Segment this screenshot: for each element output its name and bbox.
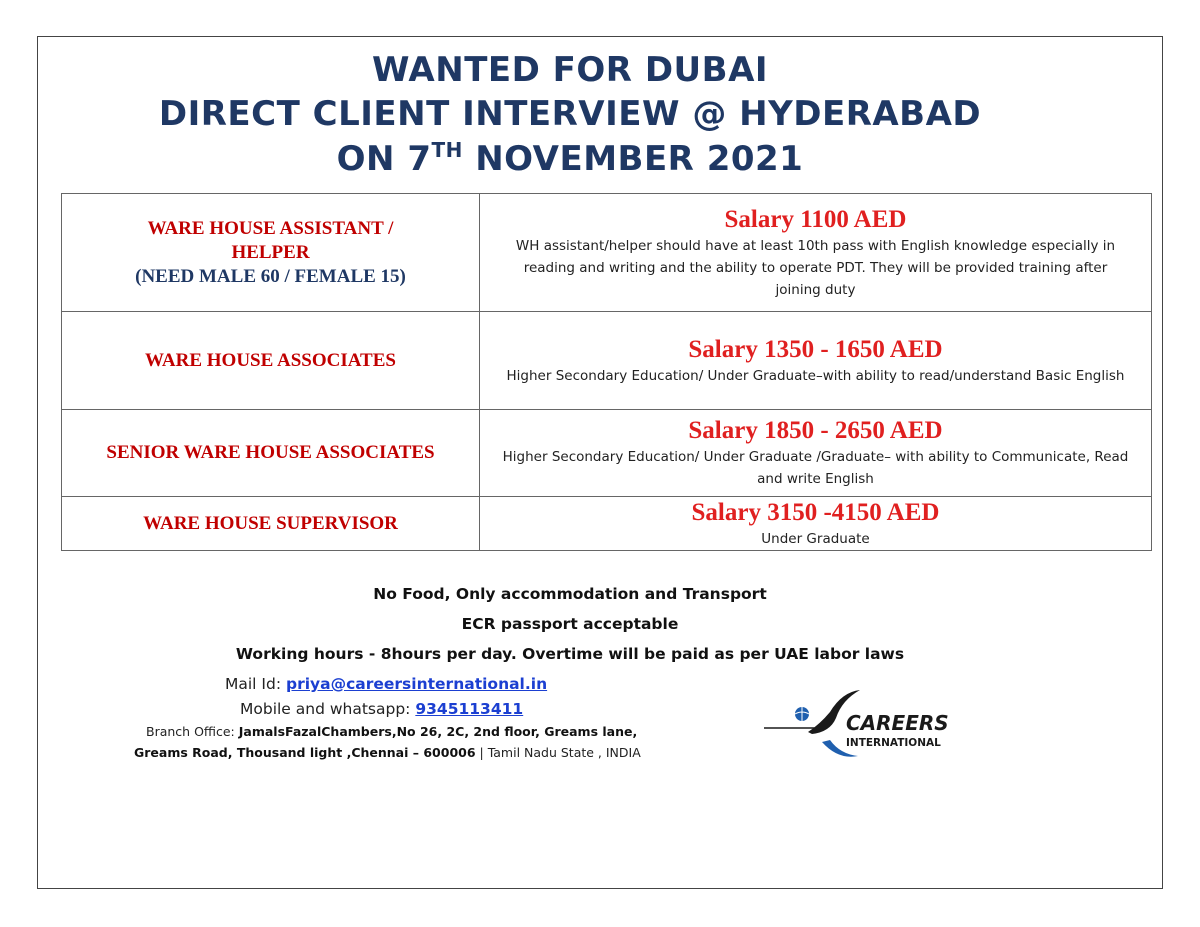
logo-word-careers: CAREERS xyxy=(846,711,949,735)
email-link[interactable]: priya@careersinternational.in xyxy=(285,675,548,693)
job-role: WARE HOUSE SUPERVISOR xyxy=(62,497,480,551)
job-pay-cell xyxy=(480,497,1152,551)
logo-word-international: INTERNATIONAL xyxy=(846,737,941,749)
branch-line-2 xyxy=(134,745,641,760)
headline-wanted: WANTED FOR DUBAI xyxy=(371,50,769,90)
date-superscript: TH xyxy=(431,138,463,162)
job-description: Higher Secondary Education/ Under Graduate /Graduate– with ability to Communicate, Read and write English xyxy=(502,449,1129,487)
note-working-hours: Working hours - 8hours per day. Overtime will be paid as per UAE labor laws xyxy=(235,645,905,663)
job-pay-cell xyxy=(480,194,1152,312)
mobile-line xyxy=(240,700,523,718)
note-food: No Food, Only accommodation and Transport xyxy=(373,585,767,603)
branch-line-1 xyxy=(146,724,637,739)
job-salary: Salary 1350 - 1650 AED xyxy=(688,335,943,363)
date-prefix: ON 7 xyxy=(336,139,432,179)
branch-state: | Tamil Nadu State , INDIA xyxy=(475,745,641,760)
job-role: SENIOR WARE HOUSE ASSOCIATES xyxy=(62,410,480,497)
branch-address-2: Greams Road, Thousand light ,Chennai – 600006 xyxy=(134,745,476,760)
job-role xyxy=(62,194,480,312)
job-role-line: HELPER xyxy=(231,241,310,263)
job-pay-cell xyxy=(480,410,1152,497)
table-row xyxy=(62,410,1152,497)
job-salary: Salary 3150 -4150 AED xyxy=(691,498,940,526)
job-description: Under Graduate xyxy=(761,530,870,547)
headline-date xyxy=(0,138,1140,179)
job-description: WH assistant/helper should have at least 10th pass with English knowledge especially in reading and writing and the ability to operate PDT. They will be provided training after joining duty xyxy=(515,237,1116,298)
branch-label: Branch Office: xyxy=(146,724,239,739)
job-salary: Salary 1100 AED xyxy=(724,205,907,233)
job-need: (NEED MALE 60 / FEMALE 15) xyxy=(135,265,406,287)
job-salary: Salary 1850 - 2650 AED xyxy=(688,417,943,444)
headline-interview: DIRECT CLIENT INTERVIEW @ HYDERABAD xyxy=(158,94,982,134)
table-row xyxy=(62,497,1152,551)
job-pay-cell xyxy=(480,312,1152,410)
mail-line xyxy=(225,675,547,693)
branch-address-1: JamalsFazalChambers,No 26, 2C, 2nd floor, Greams lane, xyxy=(238,724,638,739)
note-passport: ECR passport acceptable xyxy=(461,615,679,633)
careers-international-logo xyxy=(760,684,960,764)
job-role: WARE HOUSE ASSOCIATES xyxy=(62,312,480,410)
job-description: Higher Secondary Education/ Under Graduate–with ability to read/understand Basic English xyxy=(506,367,1125,384)
job-role-line: WARE HOUSE ASSISTANT / xyxy=(147,217,394,239)
date-suffix: NOVEMBER 2021 xyxy=(462,139,804,179)
mail-label: Mail Id: xyxy=(225,675,286,693)
phone-link[interactable]: 9345113411 xyxy=(415,700,524,718)
table-row xyxy=(62,194,1152,312)
mobile-label: Mobile and whatsapp: xyxy=(240,700,416,718)
table-row xyxy=(62,312,1152,410)
jobs-table xyxy=(61,193,1152,551)
